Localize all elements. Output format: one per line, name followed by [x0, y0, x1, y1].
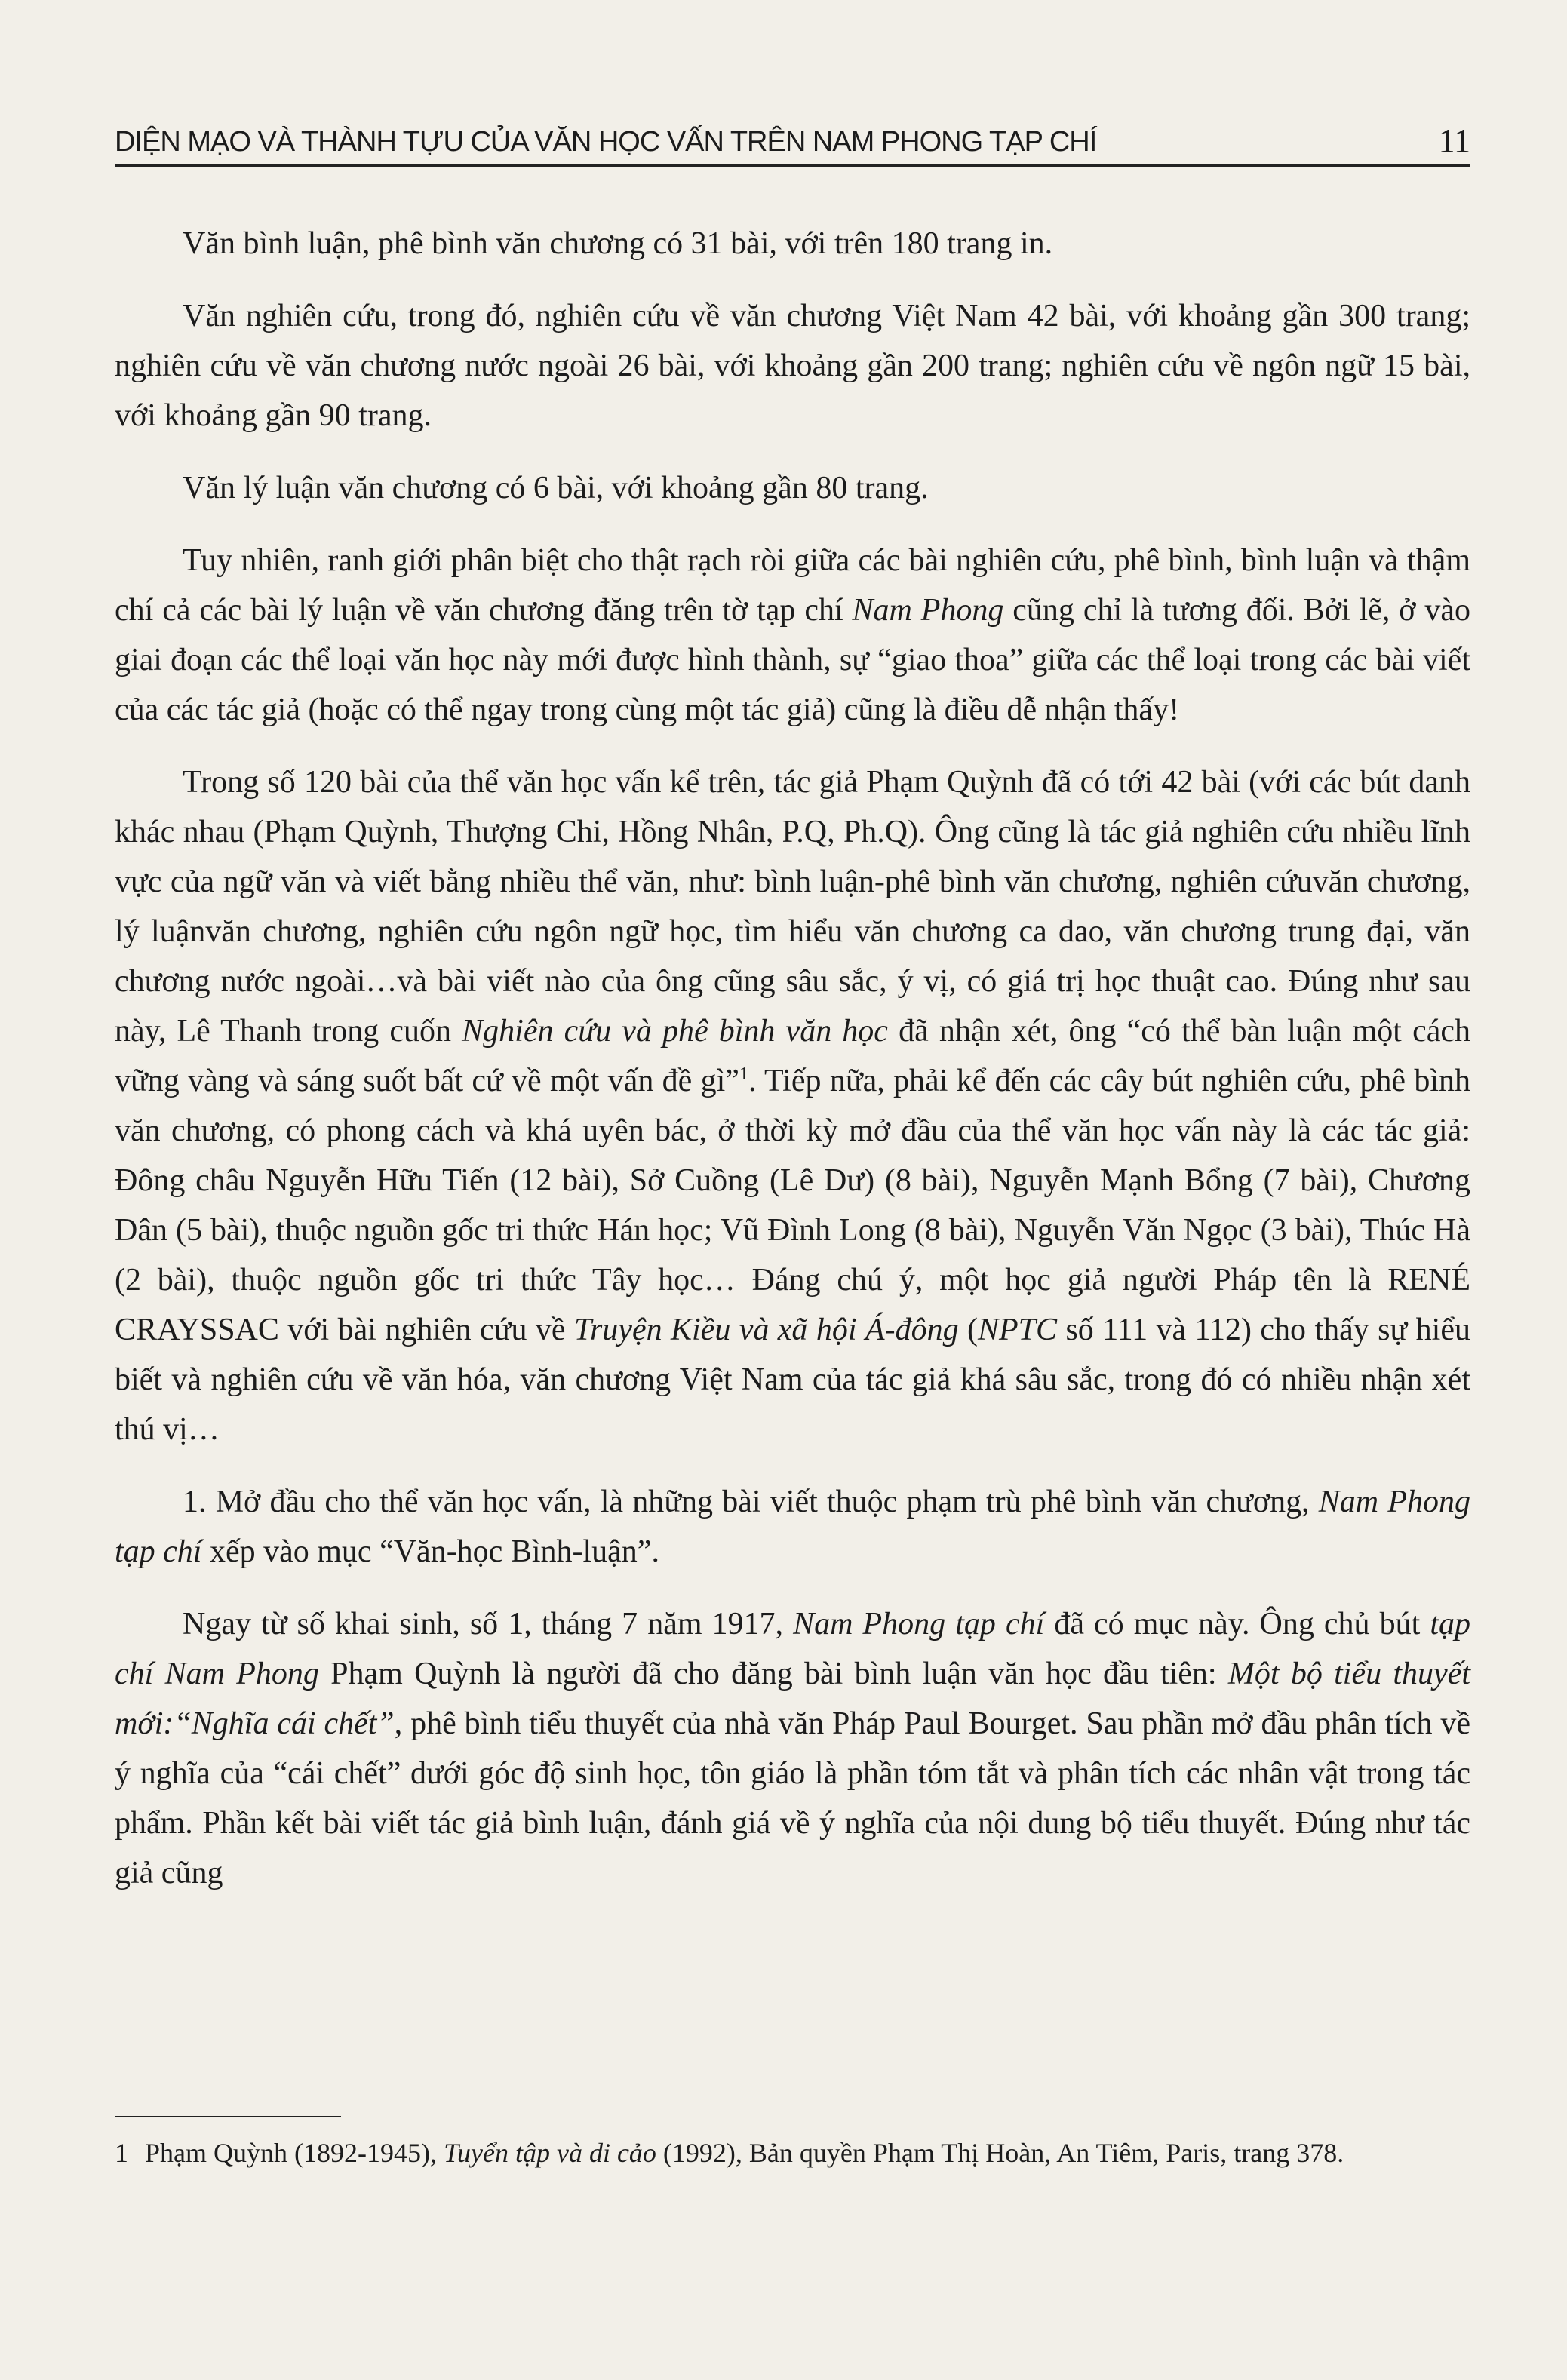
paragraph-7: Ngay từ số khai sinh, số 1, tháng 7 năm 1917, Nam Phong tạp chí đã có mục này. Ông chủ bút tạp chí Nam Phong Phạm Quỳnh là người đã cho đăng bài bình luận văn học đầu tiên: Một bộ tiểu thuyết mới:“Nghĩa cái chết”, phê bình tiểu thuyết của nhà văn Pháp Paul Bourget. Sau phần mở đầu phân tích về ý nghĩa của “cái chết” dưới góc độ sinh học, tôn giáo là phần tóm tắt và phân tích các nhân vật trong tác phẩm. Phần kết bài viết tác giả bình luận, đánh giá về ý nghĩa của nội dung bộ tiểu thuyết. Đúng như tác giả cũng	[115, 1607, 1471, 1890]
italic-title: Nam Phong tạp chí	[115, 1485, 1471, 1569]
running-header	[115, 113, 1470, 167]
body-text	[115, 219, 1470, 1898]
italic-title: tạp chí Nam Phong	[115, 1607, 1471, 1691]
italic-title: Nghiên cứu và phê bình văn học	[462, 1014, 888, 1049]
page-number: 11	[1438, 122, 1470, 159]
paragraph-2: Văn nghiên cứu, trong đó, nghiên cứu về văn chương Việt Nam 42 bài, với khoảng gần 300 trang; nghiên cứu về văn chương nước ngoài 26 bài, với khoảng gần 200 trang; nghiên cứu về ngôn ngữ 15 bài, với khoảng gần 90 trang.	[115, 299, 1470, 433]
footnote	[115, 2131, 1470, 2175]
italic-abbrev: NPTC	[977, 1313, 1058, 1347]
running-title: DIỆN MẠO VÀ THÀNH TỰU CỦA VĂN HỌC VẤN TRÊN NAM PHONG TẠP CHÍ	[115, 126, 1097, 158]
footnote-ref: 1	[739, 1064, 748, 1084]
paragraph-3: Văn lý luận văn chương có 6 bài, với khoảng gần 80 trang.	[183, 471, 929, 505]
italic-title: Truyện Kiều và xã hội Á-đông	[573, 1313, 959, 1347]
paragraph-4: Tuy nhiên, ranh giới phân biệt cho thật rạch ròi giữa các bài nghiên cứu, phê bình, bình luận và thậm chí cả các bài lý luận về văn chương đăng trên tờ tạp chí Nam Phong cũng chỉ là tương đối. Bởi lẽ, ở vào giai đoạn các thể loại văn học này mới được hình thành, sự “giao thoa” giữa các thể loại trong các bài viết của các tác giả (hoặc có thể ngay trong cùng một tác giả) cũng là điều dễ nhận thấy!	[115, 543, 1470, 727]
italic-title: Một bộ tiểu thuyết mới:“Nghĩa cái chết”	[115, 1657, 1470, 1741]
paragraph-6: 1. Mở đầu cho thể văn học vấn, là những bài viết thuộc phạm trù phê bình văn chương, Nam Phong tạp chí xếp vào mục “Văn-học Bình-luận”.	[115, 1485, 1471, 1569]
italic-title: Nam Phong	[852, 593, 1004, 628]
footnote-divider	[115, 2116, 341, 2117]
paragraph-5: Trong số 120 bài của thể văn học vấn kể trên, tác giả Phạm Quỳnh đã có tới 42 bài (với các bút danh khác nhau (Phạm Quỳnh, Thượng Chi, Hồng Nhân, P.Q, Ph.Q). Ông cũng là tác giả nghiên cứu nhiều lĩnh vực của ngữ văn và viết bằng nhiều thể văn, như: bình luận-phê bình văn chương, nghiên cứuvăn chương, lý luậnvăn chương, nghiên cứu ngôn ngữ học, tìm hiểu văn chương ca dao, văn chương trung đại, văn chương nước ngoài…và bài viết nào của ông cũng sâu sắc, ý vị, có giá trị học thuật cao. Đúng như sau này, Lê Thanh trong cuốn Nghiên cứu và phê bình văn học đã nhận xét, ông “có thể bàn luận một cách vững vàng và sáng suốt bất cứ về một vấn đề gì”$^1$. Tiếp nữa, phải kể đến các cây bút nghiên cứu, phê bình văn chương, có phong cách và khá uyên bác, ở thời kỳ mở đầu của thể văn học vấn này là các tác giả: Đông châu Nguyễn Hữu Tiến (12 bài), Sở Cuồng (Lê Dư) (8 bài), Nguyễn Mạnh Bổng (7 bài), Chương Dân (5 bài), thuộc nguồn gốc tri thức Hán học; Vũ Đình Long (8 bài), Nguyễn Văn Ngọc (3 bài), Thúc Hà (2 bài), thuộc nguồn gốc tri thức Tây học… Đáng chú ý, một học giả người Pháp tên là RENÉ CRAYSSAC với bài nghiên cứu về Truyện Kiều và xã hội Á-đông (NPTC số 111 và 112) cho thấy sự hiểu biết và nghiên cứu về văn hóa, văn chương Việt Nam của tác giả khá sâu sắc, trong đó có nhiều nhận xét thú vị…	[115, 765, 1471, 1447]
italic-title: Nam Phong tạp chí	[793, 1607, 1045, 1641]
paragraph-1: Văn bình luận, phê bình văn chương có 31 bài, với trên 180 trang in.	[183, 226, 1053, 261]
footnote-number: 1	[115, 2138, 128, 2168]
footnote-text: Phạm Quỳnh (1892-1945), Tuyển tập và di cảo (1992), Bản quyền Phạm Thị Hoàn, An Tiêm, Paris, trang 378.	[145, 2138, 1344, 2168]
